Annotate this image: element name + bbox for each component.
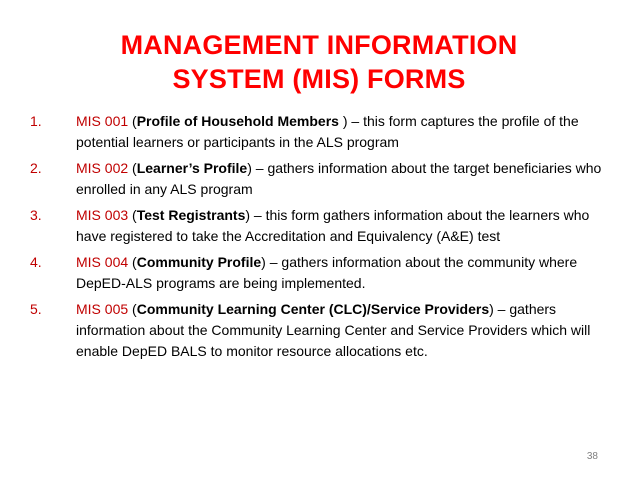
- list-item: [30, 252, 610, 294]
- close-paren: ): [261, 254, 266, 270]
- list-item-number: 3.: [30, 207, 42, 223]
- form-name: Community Profile: [136, 254, 262, 270]
- close-paren: ): [338, 113, 348, 129]
- form-name: Profile of Household Members: [136, 113, 339, 129]
- form-description: – this form gathers information about the learners who have registered to take the Accreditation and Equivalency (A&E) test: [76, 207, 590, 244]
- list-item: [30, 205, 610, 247]
- open-paren: (: [128, 113, 137, 129]
- form-description: – gathers information about the target beneficiaries who enrolled in any ALS program: [76, 160, 602, 197]
- slide-title-line-2: SYSTEM (MIS) FORMS: [172, 64, 466, 94]
- open-paren: (: [128, 160, 137, 176]
- form-name: Test Registrants: [136, 207, 246, 223]
- form-code: MIS 005: [76, 301, 129, 317]
- form-code: MIS 001: [76, 113, 129, 129]
- list-item-text: [76, 111, 610, 153]
- slide-title: [40, 28, 598, 96]
- list-item-number: 1.: [30, 113, 42, 129]
- list-item-number: 5.: [30, 301, 42, 317]
- list-item: [30, 299, 610, 362]
- list-item-number: 4.: [30, 254, 42, 270]
- form-name: Learner’s Profile: [136, 160, 248, 176]
- form-description: – this form captures the profile of the potential learners or participants in the ALS program: [76, 113, 579, 150]
- form-name: Community Learning Center (CLC)/Service Providers: [136, 301, 490, 317]
- form-code: MIS 002: [76, 160, 129, 176]
- form-description: – gathers information about the Community Learning Center and Service Providers which will enable DepED BALS to monitor resource allocations etc.: [76, 301, 591, 359]
- form-code: MIS 004: [76, 254, 129, 270]
- open-paren: (: [128, 301, 137, 317]
- list-item-text: [76, 205, 610, 247]
- open-paren: (: [128, 207, 137, 223]
- list-item-text: [76, 252, 610, 294]
- mis-forms-list: [30, 111, 610, 367]
- list-item: [30, 158, 610, 200]
- close-paren: ): [489, 301, 494, 317]
- open-paren: (: [128, 254, 137, 270]
- form-code: MIS 003: [76, 207, 129, 223]
- close-paren: ): [245, 207, 251, 223]
- page-number: 38: [586, 451, 598, 462]
- list-item: [30, 111, 610, 153]
- close-paren: ): [247, 160, 252, 176]
- list-item-text: [76, 299, 610, 362]
- list-item-number: 2.: [30, 160, 42, 176]
- form-description: – gathers information about the community where DepED-ALS programs are being implemented.: [76, 254, 578, 291]
- slide-title-line-1: MANAGEMENT INFORMATION: [120, 30, 518, 60]
- list-item-text: [76, 158, 610, 200]
